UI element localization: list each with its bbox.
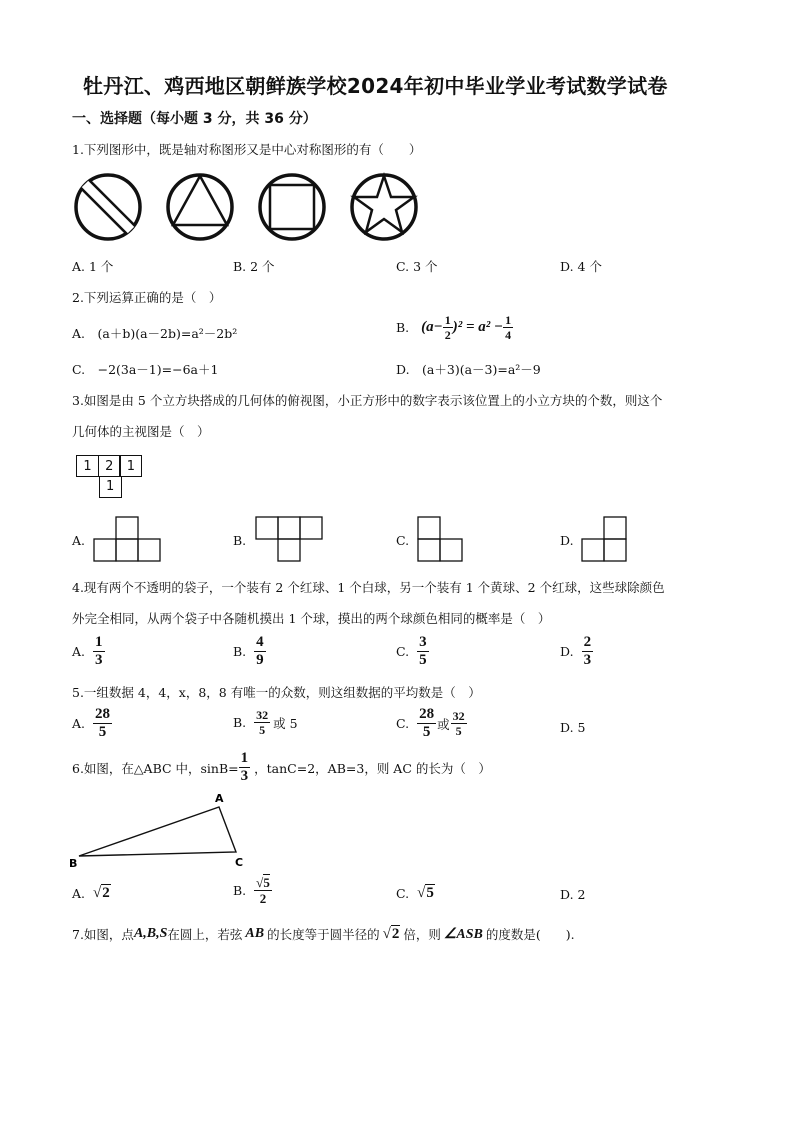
fraction: $\frac{2}{3}$ bbox=[583, 634, 592, 668]
q7-text: 的长度等于圆半径的 bbox=[267, 927, 380, 942]
fraction: $\frac{28}{5}$ bbox=[419, 706, 435, 740]
q6-option-c[interactable] bbox=[396, 885, 435, 902]
q6-option-a[interactable] bbox=[72, 885, 111, 902]
option-text: 或 bbox=[437, 716, 450, 732]
top-view-cell: 1 bbox=[119, 455, 142, 477]
option-label: C. bbox=[396, 886, 410, 901]
vertex-a-label: A bbox=[215, 792, 224, 805]
q7-angle: ∠ASB bbox=[443, 926, 483, 942]
q3-option-b-figure[interactable] bbox=[255, 516, 325, 562]
fraction: $\frac{1}{3}$ bbox=[95, 634, 103, 668]
q2-b-part2: )² = a² − bbox=[452, 319, 504, 335]
q7-text: 7.如图，点 bbox=[72, 927, 134, 942]
q6-option-d[interactable]: D. 2 bbox=[560, 887, 586, 902]
option-label: B. bbox=[233, 644, 247, 659]
q1-option-d[interactable]: D. 4 个 bbox=[560, 259, 602, 274]
top-view-cell: 1 bbox=[99, 476, 122, 498]
q5-option-d[interactable]: D. 5 bbox=[560, 720, 586, 735]
q2-option-b-label: B. bbox=[396, 320, 410, 335]
q2-b-part1: (a− bbox=[421, 319, 443, 335]
question-1-stem: 1.下列图形中，既是轴对称图形又是中心对称图形的有（ ） bbox=[72, 142, 422, 157]
triangle-abc-figure bbox=[68, 790, 258, 872]
top-view-row-2 bbox=[99, 476, 121, 498]
q3-option-c-figure[interactable] bbox=[417, 516, 465, 562]
q1-option-a[interactable]: A. 1 个 bbox=[72, 259, 114, 274]
fraction: $\frac{1}{3}$ bbox=[240, 750, 249, 784]
q4-option-c[interactable] bbox=[396, 635, 429, 668]
sqrt-icon: √2 bbox=[93, 885, 110, 901]
q2-option-b[interactable] bbox=[396, 314, 513, 341]
q3-option-b-label[interactable]: B. bbox=[233, 533, 247, 548]
q2-b-frac2: $\frac{1}{4}$ bbox=[505, 313, 512, 342]
q7-points: A,B,S bbox=[133, 926, 168, 941]
option-label: B. bbox=[233, 883, 247, 898]
option-label: B. bbox=[233, 715, 247, 730]
q3-option-d-label[interactable]: D. bbox=[560, 533, 574, 548]
q5-option-c[interactable] bbox=[396, 707, 467, 740]
q4-option-a[interactable] bbox=[72, 635, 105, 668]
q7-text: 倍，则 bbox=[403, 927, 441, 942]
q7-text: 的度数是( ). bbox=[485, 927, 575, 942]
question-7-stem bbox=[72, 925, 575, 943]
q2-b-frac1: $\frac{1}{2}$ bbox=[444, 313, 451, 342]
q5-option-b[interactable] bbox=[233, 709, 298, 736]
q6-option-b[interactable] bbox=[233, 876, 272, 905]
top-view-row-1 bbox=[76, 455, 141, 477]
q5-option-a[interactable] bbox=[72, 707, 112, 740]
page-title: 牡丹江、鸡西地区朝鲜族学校2024年初中毕业学业考试数学试卷 bbox=[83, 74, 668, 98]
q6-stem-pre: 6.如图，在△ABC 中，sinB= bbox=[72, 760, 239, 776]
circle-slash-figure bbox=[76, 175, 140, 239]
fraction: $\frac{28}{5}$ bbox=[95, 706, 111, 740]
circle-star-figure bbox=[352, 175, 416, 239]
q1-option-c[interactable]: C. 3 个 bbox=[396, 259, 438, 274]
q4-option-d[interactable] bbox=[560, 635, 593, 668]
fraction: $\frac{3}{5}$ bbox=[419, 634, 427, 668]
option-label: A. bbox=[72, 644, 86, 659]
question-6-stem bbox=[72, 751, 491, 784]
sqrt-icon: √2 bbox=[382, 925, 400, 942]
fraction: $\frac{√5}{2}$ bbox=[256, 875, 270, 906]
top-view-cell: 1 bbox=[76, 455, 99, 477]
question-2-stem: 2.下列运算正确的是（ ） bbox=[72, 290, 222, 305]
q3-option-d-figure[interactable] bbox=[581, 516, 629, 562]
question-4-stem-line1: 4.现有两个不透明的袋子，一个装有 2 个红球、1 个白球，另一个装有 1 个黄球、2 个红球，这些球除颜色 bbox=[72, 580, 665, 595]
option-label: C. bbox=[396, 644, 410, 659]
q1-option-b[interactable]: B. 2 个 bbox=[233, 259, 275, 274]
q3-option-a-figure[interactable] bbox=[93, 516, 163, 562]
q6-stem-post: ，tanC=2，AB=3，则 AC 的长为（ ） bbox=[254, 760, 491, 776]
fraction: $\frac{32}{5}$ bbox=[452, 709, 465, 738]
option-text: 或 5 bbox=[273, 715, 298, 731]
q4-option-b[interactable] bbox=[233, 635, 266, 668]
question-3-stem-line1: 3.如图是由 5 个立方块搭成的几何体的俯视图，小正方形中的数字表示该位置上的小立方块的个数，则这个 bbox=[72, 393, 663, 408]
top-view-cell: 2 bbox=[98, 455, 121, 477]
question-4-stem-line2: 外完全相同，从两个袋子中各随机摸出 1 个球，摸出的两个球颜色相同的概率是（ ） bbox=[72, 611, 551, 626]
circle-square-figure bbox=[260, 175, 324, 239]
fraction: $\frac{32}{5}$ bbox=[256, 708, 269, 737]
question-1-figures bbox=[72, 170, 422, 246]
circle-triangle-figure bbox=[168, 175, 232, 239]
q7-text: 在圆上，若弦 bbox=[167, 927, 243, 942]
q2-option-c[interactable]: C. −2(3a－1)=−6a＋1 bbox=[72, 362, 219, 377]
vertex-b-label: B bbox=[69, 857, 78, 870]
section-heading: 一、选择题（每小题 3 分，共 36 分） bbox=[72, 111, 317, 127]
fraction: $\frac{4}{9}$ bbox=[256, 634, 264, 668]
question-5-stem: 5.一组数据 4，4，x，8，8 有唯一的众数，则这组数据的平均数是（ ） bbox=[72, 685, 481, 700]
option-label: A. bbox=[72, 716, 86, 731]
q3-option-c-label[interactable]: C. bbox=[396, 533, 410, 548]
option-label: A. bbox=[72, 886, 86, 901]
q7-chord: AB bbox=[245, 926, 265, 941]
option-label: D. bbox=[560, 644, 574, 659]
q2-option-a[interactable]: A. (a＋b)(a－2b)=a²－2b² bbox=[72, 326, 238, 341]
question-3-stem-line2: 几何体的主视图是（ ） bbox=[72, 424, 210, 439]
vertex-c-label: C bbox=[235, 856, 244, 869]
option-label: C. bbox=[396, 716, 410, 731]
q2-option-d[interactable]: D. (a＋3)(a－3)=a²－9 bbox=[396, 362, 541, 377]
q3-option-a-label[interactable]: A. bbox=[72, 533, 86, 548]
sqrt-icon: √5 bbox=[417, 885, 434, 901]
